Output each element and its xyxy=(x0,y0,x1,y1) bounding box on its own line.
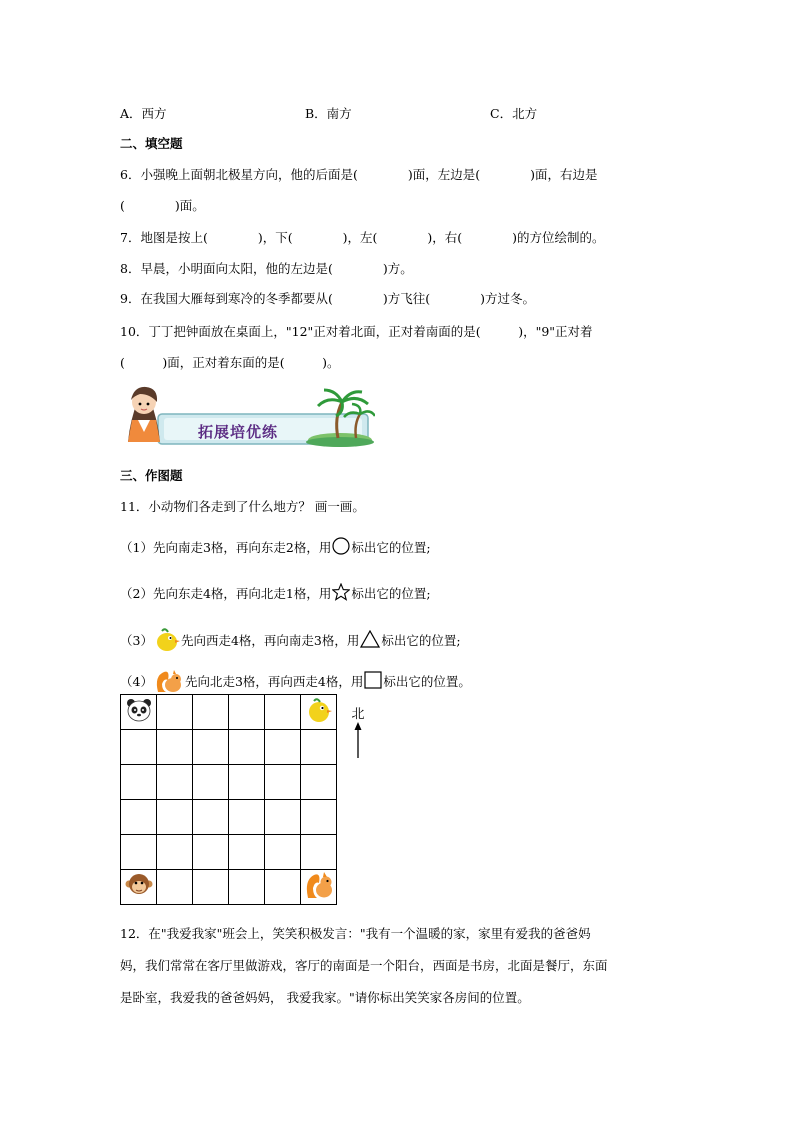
grid-row xyxy=(121,800,337,835)
question-12-line-3: 是卧室，我爱我的爸爸妈妈， 我爱我家。"请你标出笑笑家各房间的位置。 xyxy=(120,990,530,1005)
grid-cell[interactable] xyxy=(229,870,265,905)
question-11-intro: 11．小动物们各走到了什么地方？ 画一画。 xyxy=(120,499,365,514)
step-3-text: 先向西走4格，再向南走3格，用 xyxy=(180,633,360,648)
star-icon xyxy=(332,583,350,601)
panda-icon xyxy=(125,697,153,723)
question-11-step-2 xyxy=(120,583,431,602)
section-title-fill-blank: 二、填空题 xyxy=(120,136,183,151)
grid-row xyxy=(121,730,337,765)
north-label: 北 xyxy=(351,707,365,722)
circle-icon xyxy=(332,537,350,555)
grid-cell[interactable] xyxy=(301,870,337,905)
question-6-line-2: ( )面。 xyxy=(120,198,205,213)
grid-cell[interactable] xyxy=(157,730,193,765)
grid-cell[interactable] xyxy=(157,695,193,730)
option-b: B．南方 xyxy=(305,106,352,121)
direction-grid xyxy=(120,694,337,905)
grid-cell[interactable] xyxy=(229,765,265,800)
grid-cell[interactable] xyxy=(157,835,193,870)
grid-row xyxy=(121,870,337,905)
grid-cell[interactable] xyxy=(157,870,193,905)
grid-cell[interactable] xyxy=(193,765,229,800)
option-c: C．北方 xyxy=(490,106,538,121)
grid-cell[interactable] xyxy=(229,800,265,835)
grid-row xyxy=(121,835,337,870)
question-11-step-1 xyxy=(120,537,431,556)
question-12-line-1: 12．在"我爱我家"班会上，笑笑积极发言："我有一个温暖的家，家里有爱我的爸爸妈 xyxy=(120,926,591,941)
grid-cell[interactable] xyxy=(301,800,337,835)
grid-cell[interactable] xyxy=(229,835,265,870)
section-title-drawing: 三、作图题 xyxy=(120,468,183,483)
triangle-icon xyxy=(360,630,380,648)
step-4-suffix: 标出它的位置。 xyxy=(383,674,471,689)
grid-cell[interactable] xyxy=(193,695,229,730)
grid-cell[interactable] xyxy=(265,765,301,800)
step-4-text: 先向北走3格，再向西走4格，用 xyxy=(184,674,364,689)
north-arrow-icon xyxy=(350,722,366,758)
question-10-line-1: 10．丁丁把钟面放在桌面上，"12"正对着北面，正对着南面的是( )，"9"正对着 xyxy=(120,324,593,339)
grid-cell[interactable] xyxy=(229,695,265,730)
grid-cell[interactable] xyxy=(157,800,193,835)
chick-icon xyxy=(154,627,180,653)
question-9: 9．在我国大雁每到寒冷的冬季都要从( )方飞往( )方过冬。 xyxy=(120,291,535,306)
squirrel-icon xyxy=(304,870,334,900)
grid-cell[interactable] xyxy=(157,765,193,800)
grid-cell[interactable] xyxy=(265,800,301,835)
step-3-prefix: （3） xyxy=(120,633,153,648)
question-8: 8．早晨，小明面向太阳，他的左边是( )方。 xyxy=(120,261,413,276)
north-indicator xyxy=(350,708,366,760)
step-3-suffix: 标出它的位置; xyxy=(381,633,461,648)
grid-cell[interactable] xyxy=(265,695,301,730)
monkey-icon xyxy=(125,871,153,899)
step-1-text: （1）先向南走3格，再向东走2格，用 xyxy=(120,540,332,555)
grid-cell[interactable] xyxy=(301,765,337,800)
banner-title: 拓展培优练 xyxy=(198,423,279,441)
grid-cell[interactable] xyxy=(121,835,157,870)
squirrel-icon xyxy=(154,668,184,694)
grid-cell[interactable] xyxy=(301,730,337,765)
square-icon xyxy=(364,671,382,689)
grid-row xyxy=(121,765,337,800)
chick-icon xyxy=(305,696,333,724)
grid-cell[interactable] xyxy=(193,730,229,765)
grid-cell[interactable] xyxy=(229,730,265,765)
grid-cell[interactable] xyxy=(301,695,337,730)
step-2-suffix: 标出它的位置; xyxy=(351,586,431,601)
grid-cell[interactable] xyxy=(193,835,229,870)
grid-cell[interactable] xyxy=(265,730,301,765)
question-11-step-4 xyxy=(120,668,471,694)
grid-cell[interactable] xyxy=(121,765,157,800)
question-12-line-2: 妈，我们常常在客厅里做游戏，客厅的南面是一个阳台，西面是书房，北面是餐厅，东面 xyxy=(120,958,608,973)
grid-cell[interactable] xyxy=(121,730,157,765)
grid-cell[interactable] xyxy=(193,870,229,905)
grid-cell[interactable] xyxy=(121,695,157,730)
extension-banner xyxy=(120,380,375,450)
step-4-prefix: （4） xyxy=(120,674,153,689)
question-7: 7．地图是按上( )，下( )，左( )，右( )的方位绘制的。 xyxy=(120,230,605,245)
option-a: A．西方 xyxy=(120,106,167,121)
question-6-line-1: 6．小强晚上面朝北极星方向，他的后面是( )面，左边是( )面，右边是 xyxy=(120,167,598,182)
grid-cell[interactable] xyxy=(265,835,301,870)
grid-cell[interactable] xyxy=(265,870,301,905)
step-1-suffix: 标出它的位置; xyxy=(351,540,431,555)
grid-cell[interactable] xyxy=(193,800,229,835)
grid-cell[interactable] xyxy=(301,835,337,870)
grid-cell[interactable] xyxy=(121,870,157,905)
grid-cell[interactable] xyxy=(121,800,157,835)
step-2-text: （2）先向东走4格，再向北走1格，用 xyxy=(120,586,332,601)
grid-row xyxy=(121,695,337,730)
question-10-line-2: ( )面，正对着东面的是( )。 xyxy=(120,355,340,370)
question-11-step-3 xyxy=(120,627,461,653)
